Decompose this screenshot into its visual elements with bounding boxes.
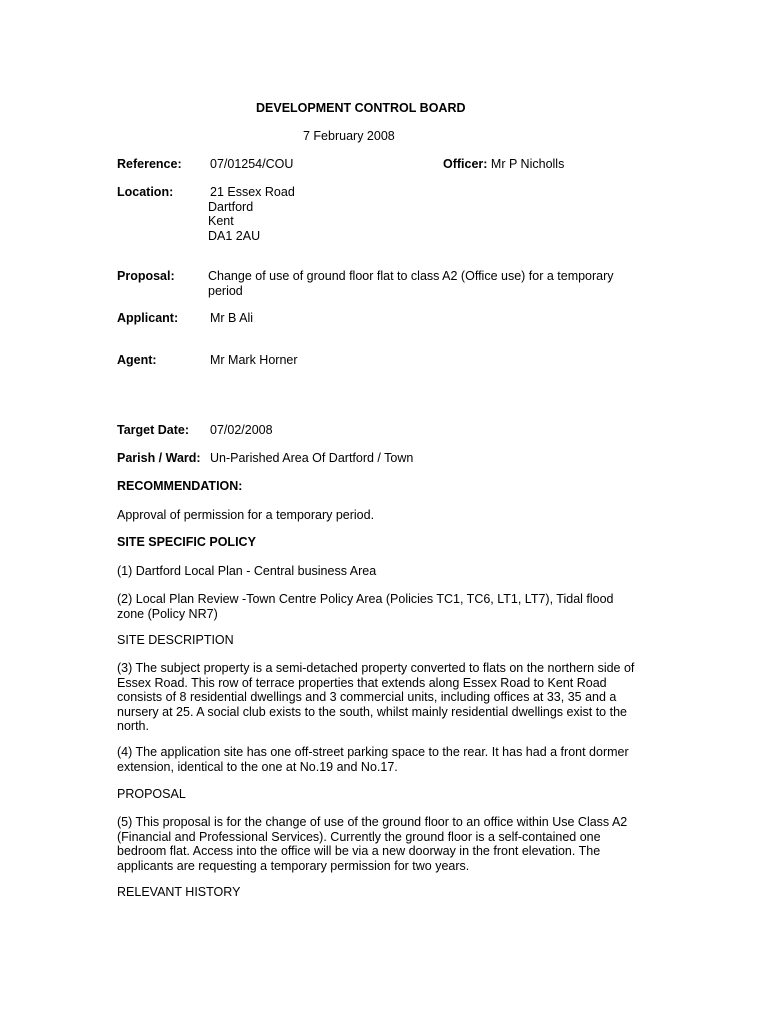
paragraph-3-line: Essex Road. This row of terrace properties that extends along Essex Road to Kent Road <box>117 675 607 690</box>
paragraph-4-line: extension, identical to the one at No.19 and No.17. <box>117 759 398 774</box>
location-address <box>208 185 295 243</box>
paragraph-5-line: (5) This proposal is for the change of use of the ground floor to an office within Use Class A2 <box>117 815 628 829</box>
paragraph-4 <box>117 745 657 774</box>
proposal-heading: PROPOSAL <box>117 787 186 801</box>
location-line: Kent <box>208 214 234 228</box>
policy-2-line: zone (Policy NR7) <box>117 606 218 621</box>
paragraph-4-line: (4) The application site has one off-street parking space to the rear. It has had a front dormer <box>117 745 629 759</box>
applicant-label: Applicant: <box>117 311 179 325</box>
reference-value: 07/01254/COU <box>210 157 294 171</box>
reference-label: Reference: <box>117 157 182 171</box>
target-date-value: 07/02/2008 <box>210 423 273 437</box>
recommendation-text: Approval of permission for a temporary period. <box>117 508 375 522</box>
site-description-heading: SITE DESCRIPTION <box>117 633 234 647</box>
proposal-label: Proposal: <box>117 269 175 283</box>
proposal-line: period <box>208 283 243 298</box>
paragraph-5-line: applicants are requesting a temporary permission for two years. <box>117 858 470 873</box>
officer-value: Mr P Nicholls <box>487 157 565 171</box>
document-title: DEVELOPMENT CONTROL BOARD <box>256 101 466 115</box>
paragraph-3-line: consists of 8 residential dwellings and 3 commercial units, including offices at 33, 35 and a <box>117 690 617 704</box>
target-date-label: Target Date: <box>117 423 190 437</box>
parish-value: Un-Parished Area Of Dartford / Town <box>210 451 414 465</box>
applicant-value: Mr B Ali <box>210 311 254 325</box>
location-line: Dartford <box>208 199 254 214</box>
paragraph-3-line: north. <box>117 719 149 733</box>
paragraph-3 <box>117 661 657 734</box>
policy-2-line: (2) Local Plan Review -Town Centre Policy Area (Policies TC1, TC6, LT1, LT7), Tidal flood <box>117 592 614 606</box>
parish-label: Parish / Ward: <box>117 451 201 465</box>
recommendation-heading: RECOMMENDATION: <box>117 479 243 493</box>
paragraph-5-line: bedroom flat. Access into the office will be via a new doorway in the front elevation. The <box>117 844 601 858</box>
paragraph-5 <box>117 815 657 873</box>
document-date: 7 February 2008 <box>303 129 395 143</box>
paragraph-5-line: (Financial and Professional Services). Currently the ground floor is a self-contained one <box>117 829 601 844</box>
paragraph-3-line: (3) The subject property is a semi-detached property converted to flats on the northern side of <box>117 661 635 675</box>
paragraph-3-line: nursery at 25. A social club exists to the south, whilst mainly residential dwellings exist to the <box>117 704 627 719</box>
officer-label: Officer: <box>443 157 488 171</box>
location-label: Location: <box>117 185 174 199</box>
proposal-value <box>208 269 614 298</box>
policy-1: (1) Dartford Local Plan - Central business Area <box>117 564 377 578</box>
officer-field <box>443 157 564 172</box>
location-line: 21 Essex Road <box>210 185 295 199</box>
site-policy-heading: SITE SPECIFIC POLICY <box>117 535 256 549</box>
relevant-history-heading: RELEVANT HISTORY <box>117 885 241 899</box>
location-line: DA1 2AU <box>208 228 261 243</box>
proposal-line: Change of use of ground floor flat to class A2 (Office use) for a temporary <box>208 269 614 283</box>
agent-value: Mr Mark Horner <box>210 353 298 367</box>
policy-2 <box>117 592 657 621</box>
agent-label: Agent: <box>117 353 157 367</box>
